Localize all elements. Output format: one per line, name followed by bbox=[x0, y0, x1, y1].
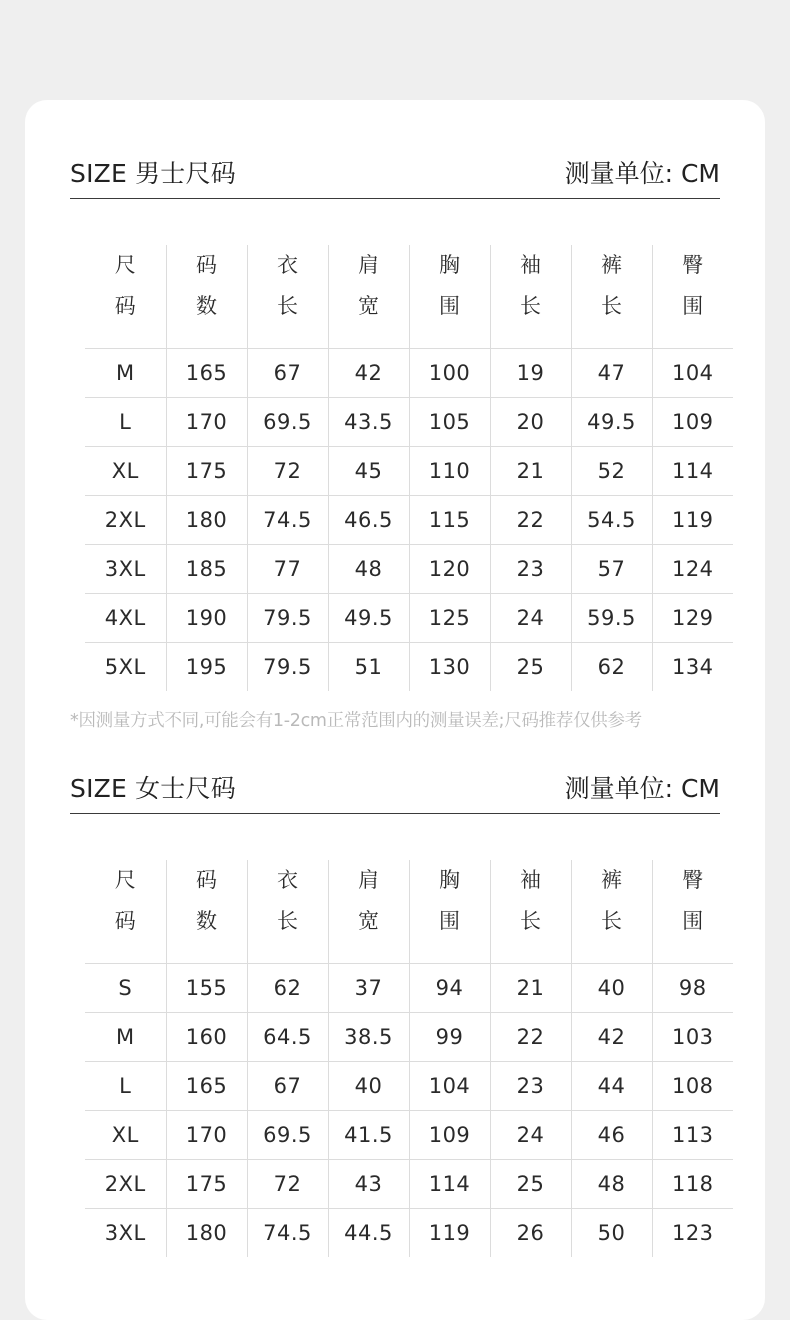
column-header-char: 长 bbox=[520, 909, 541, 933]
column-header bbox=[85, 245, 166, 349]
column-header bbox=[166, 245, 247, 349]
column-header-char: 裤 bbox=[601, 253, 622, 277]
measurement-cell: 180 bbox=[166, 1209, 247, 1258]
measurement-cell: 119 bbox=[652, 496, 733, 545]
women-section-title: SIZE 女士尺码 bbox=[70, 774, 236, 803]
men-size-table bbox=[85, 245, 733, 691]
column-header-char: 肩 bbox=[358, 253, 379, 277]
measurement-cell: 40 bbox=[328, 1062, 409, 1111]
measurement-cell: 42 bbox=[328, 349, 409, 398]
column-header-char: 尺 bbox=[114, 868, 136, 892]
measurement-cell: 64.5 bbox=[247, 1013, 328, 1062]
table-row bbox=[85, 349, 733, 398]
men-section-header bbox=[70, 150, 720, 199]
measurement-cell: 124 bbox=[652, 545, 733, 594]
men-header-row bbox=[85, 245, 733, 349]
column-header bbox=[328, 245, 409, 349]
measurement-note: *因测量方式不同,可能会有1-2cm正常范围内的测量误差;尺码推荐仅供参考 bbox=[70, 711, 642, 731]
measurement-cell: 72 bbox=[247, 447, 328, 496]
measurement-cell: 185 bbox=[166, 545, 247, 594]
measurement-cell: 109 bbox=[652, 398, 733, 447]
measurement-cell: 57 bbox=[571, 545, 652, 594]
measurement-cell: 42 bbox=[571, 1013, 652, 1062]
column-header-char: 宽 bbox=[358, 909, 379, 933]
measurement-cell: 180 bbox=[166, 496, 247, 545]
column-header-char: 围 bbox=[682, 909, 704, 933]
measurement-cell: 21 bbox=[490, 447, 571, 496]
measurement-cell: 118 bbox=[652, 1160, 733, 1209]
column-header-char: 臀 bbox=[682, 868, 704, 892]
measurement-cell: 104 bbox=[409, 1062, 490, 1111]
column-header bbox=[85, 860, 166, 964]
measurement-cell: 190 bbox=[166, 594, 247, 643]
women-section-header bbox=[70, 765, 720, 814]
measurement-cell: 120 bbox=[409, 545, 490, 594]
column-header-char: 码 bbox=[196, 868, 217, 892]
column-header-char: 肩 bbox=[358, 868, 379, 892]
measurement-cell: 170 bbox=[166, 1111, 247, 1160]
measurement-cell: 125 bbox=[409, 594, 490, 643]
measurement-cell: 24 bbox=[490, 594, 571, 643]
size-label-cell: 2XL bbox=[85, 1160, 166, 1209]
measurement-cell: 114 bbox=[652, 447, 733, 496]
column-header-char: 长 bbox=[277, 294, 298, 318]
measurement-cell: 114 bbox=[409, 1160, 490, 1209]
measurement-cell: 46.5 bbox=[328, 496, 409, 545]
table-row bbox=[85, 1062, 733, 1111]
column-header-char: 围 bbox=[439, 294, 460, 318]
measurement-cell: 23 bbox=[490, 1062, 571, 1111]
measurement-cell: 104 bbox=[652, 349, 733, 398]
size-label-cell: S bbox=[85, 964, 166, 1013]
column-header bbox=[571, 245, 652, 349]
men-section-title: SIZE 男士尺码 bbox=[70, 159, 236, 188]
measurement-cell: 43.5 bbox=[328, 398, 409, 447]
column-header-char: 围 bbox=[682, 294, 704, 318]
column-header-char: 胸 bbox=[439, 253, 460, 277]
measurement-cell: 79.5 bbox=[247, 643, 328, 692]
table-row bbox=[85, 1160, 733, 1209]
measurement-cell: 160 bbox=[166, 1013, 247, 1062]
measurement-cell: 165 bbox=[166, 1062, 247, 1111]
measurement-cell: 59.5 bbox=[571, 594, 652, 643]
measurement-cell: 77 bbox=[247, 545, 328, 594]
column-header-char: 胸 bbox=[439, 868, 460, 892]
column-header-char: 码 bbox=[196, 253, 217, 277]
measurement-cell: 48 bbox=[571, 1160, 652, 1209]
measurement-cell: 155 bbox=[166, 964, 247, 1013]
measurement-cell: 105 bbox=[409, 398, 490, 447]
measurement-cell: 123 bbox=[652, 1209, 733, 1258]
table-row bbox=[85, 1209, 733, 1258]
measurement-cell: 44.5 bbox=[328, 1209, 409, 1258]
column-header bbox=[571, 860, 652, 964]
measurement-cell: 69.5 bbox=[247, 1111, 328, 1160]
column-header-char: 臀 bbox=[682, 253, 704, 277]
measurement-cell: 108 bbox=[652, 1062, 733, 1111]
size-chart-card bbox=[25, 100, 765, 1320]
measurement-cell: 175 bbox=[166, 447, 247, 496]
column-header bbox=[409, 860, 490, 964]
measurement-cell: 48 bbox=[328, 545, 409, 594]
measurement-cell: 41.5 bbox=[328, 1111, 409, 1160]
measurement-cell: 134 bbox=[652, 643, 733, 692]
measurement-cell: 69.5 bbox=[247, 398, 328, 447]
column-header-char: 码 bbox=[114, 294, 136, 318]
column-header-char: 衣 bbox=[277, 253, 298, 277]
measurement-cell: 24 bbox=[490, 1111, 571, 1160]
measurement-cell: 175 bbox=[166, 1160, 247, 1209]
women-header-row bbox=[85, 860, 733, 964]
size-label-cell: 3XL bbox=[85, 1209, 166, 1258]
women-unit-label: 测量单位: CM bbox=[564, 774, 720, 803]
size-label-cell: XL bbox=[85, 447, 166, 496]
measurement-cell: 110 bbox=[409, 447, 490, 496]
column-header bbox=[247, 245, 328, 349]
measurement-cell: 45 bbox=[328, 447, 409, 496]
column-header bbox=[328, 860, 409, 964]
measurement-cell: 99 bbox=[409, 1013, 490, 1062]
column-header bbox=[490, 860, 571, 964]
measurement-cell: 21 bbox=[490, 964, 571, 1013]
measurement-cell: 20 bbox=[490, 398, 571, 447]
column-header-char: 长 bbox=[277, 909, 298, 933]
measurement-cell: 119 bbox=[409, 1209, 490, 1258]
measurement-cell: 38.5 bbox=[328, 1013, 409, 1062]
table-row bbox=[85, 643, 733, 692]
table-row bbox=[85, 447, 733, 496]
measurement-cell: 22 bbox=[490, 496, 571, 545]
measurement-cell: 26 bbox=[490, 1209, 571, 1258]
measurement-cell: 74.5 bbox=[247, 1209, 328, 1258]
measurement-cell: 51 bbox=[328, 643, 409, 692]
column-header-char: 袖 bbox=[520, 253, 541, 277]
measurement-cell: 129 bbox=[652, 594, 733, 643]
table-row bbox=[85, 545, 733, 594]
measurement-cell: 49.5 bbox=[571, 398, 652, 447]
column-header bbox=[652, 245, 733, 349]
size-label-cell: M bbox=[85, 1013, 166, 1062]
measurement-cell: 170 bbox=[166, 398, 247, 447]
measurement-cell: 22 bbox=[490, 1013, 571, 1062]
measurement-cell: 62 bbox=[571, 643, 652, 692]
measurement-cell: 115 bbox=[409, 496, 490, 545]
measurement-cell: 43 bbox=[328, 1160, 409, 1209]
size-label-cell: 5XL bbox=[85, 643, 166, 692]
women-size-table bbox=[85, 860, 733, 1257]
size-label-cell: 2XL bbox=[85, 496, 166, 545]
measurement-cell: 47 bbox=[571, 349, 652, 398]
size-label-cell: M bbox=[85, 349, 166, 398]
measurement-cell: 72 bbox=[247, 1160, 328, 1209]
measurement-cell: 103 bbox=[652, 1013, 733, 1062]
column-header-char: 长 bbox=[601, 909, 622, 933]
column-header-char: 长 bbox=[520, 294, 541, 318]
measurement-cell: 94 bbox=[409, 964, 490, 1013]
measurement-cell: 37 bbox=[328, 964, 409, 1013]
measurement-cell: 23 bbox=[490, 545, 571, 594]
men-unit-label: 测量单位: CM bbox=[564, 159, 720, 188]
column-header-char: 袖 bbox=[520, 868, 541, 892]
column-header-char: 数 bbox=[196, 909, 217, 933]
measurement-cell: 130 bbox=[409, 643, 490, 692]
measurement-cell: 79.5 bbox=[247, 594, 328, 643]
column-header-char: 衣 bbox=[277, 868, 298, 892]
column-header bbox=[652, 860, 733, 964]
measurement-cell: 62 bbox=[247, 964, 328, 1013]
table-row bbox=[85, 1013, 733, 1062]
size-label-cell: 3XL bbox=[85, 545, 166, 594]
column-header-char: 尺 bbox=[114, 253, 136, 277]
size-label-cell: 4XL bbox=[85, 594, 166, 643]
measurement-cell: 49.5 bbox=[328, 594, 409, 643]
measurement-cell: 113 bbox=[652, 1111, 733, 1160]
measurement-cell: 100 bbox=[409, 349, 490, 398]
column-header-char: 宽 bbox=[358, 294, 379, 318]
column-header-char: 围 bbox=[439, 909, 460, 933]
measurement-cell: 25 bbox=[490, 643, 571, 692]
table-row bbox=[85, 964, 733, 1013]
measurement-cell: 50 bbox=[571, 1209, 652, 1258]
table-row bbox=[85, 398, 733, 447]
measurement-cell: 52 bbox=[571, 447, 652, 496]
column-header bbox=[247, 860, 328, 964]
column-header-char: 长 bbox=[601, 294, 622, 318]
measurement-cell: 40 bbox=[571, 964, 652, 1013]
column-header bbox=[166, 860, 247, 964]
measurement-cell: 54.5 bbox=[571, 496, 652, 545]
column-header bbox=[409, 245, 490, 349]
measurement-cell: 67 bbox=[247, 349, 328, 398]
measurement-cell: 19 bbox=[490, 349, 571, 398]
measurement-cell: 25 bbox=[490, 1160, 571, 1209]
measurement-cell: 98 bbox=[652, 964, 733, 1013]
size-label-cell: XL bbox=[85, 1111, 166, 1160]
column-header-char: 数 bbox=[196, 294, 217, 318]
measurement-cell: 46 bbox=[571, 1111, 652, 1160]
table-row bbox=[85, 594, 733, 643]
measurement-cell: 44 bbox=[571, 1062, 652, 1111]
column-header-char: 码 bbox=[114, 909, 136, 933]
column-header-char: 裤 bbox=[601, 868, 622, 892]
size-label-cell: L bbox=[85, 398, 166, 447]
measurement-cell: 67 bbox=[247, 1062, 328, 1111]
table-row bbox=[85, 1111, 733, 1160]
measurement-cell: 109 bbox=[409, 1111, 490, 1160]
size-label-cell: L bbox=[85, 1062, 166, 1111]
measurement-cell: 195 bbox=[166, 643, 247, 692]
table-row bbox=[85, 496, 733, 545]
measurement-cell: 165 bbox=[166, 349, 247, 398]
measurement-cell: 74.5 bbox=[247, 496, 328, 545]
column-header bbox=[490, 245, 571, 349]
